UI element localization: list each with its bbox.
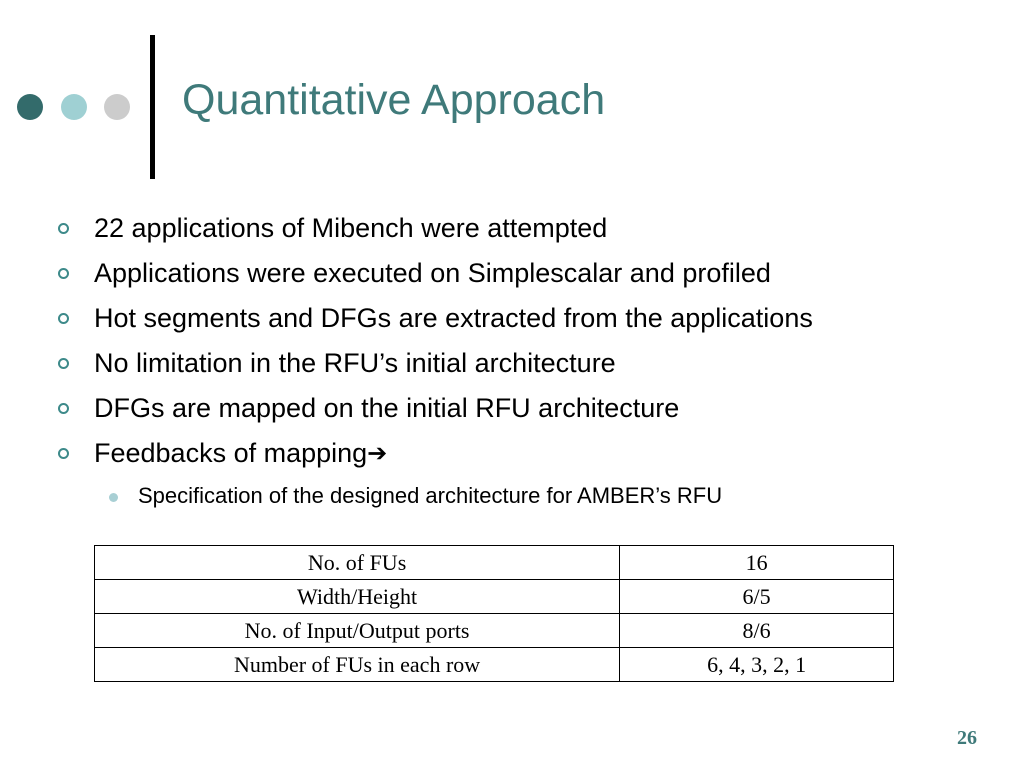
gray-dot-icon [104, 94, 130, 120]
bullet-text: No limitation in the RFU’s initial architecture [94, 348, 616, 378]
decorative-dots [0, 0, 140, 140]
table-cell-value: 6/5 [620, 580, 894, 614]
bullet-text: 22 applications of Mibench were attempted [94, 213, 608, 243]
bullet-item [58, 209, 958, 254]
ring-bullet-icon [58, 358, 69, 369]
table-cell-label: No. of FUs [95, 546, 620, 580]
table-cell-value: 6, 4, 3, 2, 1 [620, 648, 894, 682]
table-cell-label: Width/Height [95, 580, 620, 614]
table-cell-label: No. of Input/Output ports [95, 614, 620, 648]
light-teal-dot-icon [61, 94, 87, 120]
sub-bullet-dot-icon [109, 493, 118, 502]
bullet-text: DFGs are mapped on the initial RFU architecture [94, 393, 680, 423]
bullet-list [58, 209, 958, 519]
table-cell-value: 16 [620, 546, 894, 580]
slide-title: Quantitative Approach [182, 76, 606, 124]
right-arrow-icon: ➔ [367, 440, 388, 467]
bullet-item [58, 254, 958, 299]
table-cell-label: Number of FUs in each row [95, 648, 620, 682]
bullet-item [58, 344, 958, 389]
ring-bullet-icon [58, 448, 69, 459]
bullet-text: Applications were executed on Simplescalar and profiled [94, 258, 771, 288]
ring-bullet-icon [58, 268, 69, 279]
ring-bullet-icon [58, 313, 69, 324]
title-divider-bar [150, 35, 155, 179]
table-row [95, 614, 894, 648]
ring-bullet-icon [58, 223, 69, 234]
table-cell-value: 8/6 [620, 614, 894, 648]
bullet-item [58, 389, 958, 434]
bullet-item [58, 299, 958, 344]
table-row [95, 648, 894, 682]
ring-bullet-icon [58, 403, 69, 414]
bullet-text: Hot segments and DFGs are extracted from the applications [94, 303, 813, 333]
page-number: 26 [957, 727, 977, 749]
table-row [95, 546, 894, 580]
table-row [95, 580, 894, 614]
bullet-text-content: Feedbacks of mapping [94, 438, 368, 468]
bullet-item [58, 434, 958, 479]
dark-teal-dot-icon [17, 94, 43, 120]
rfu-spec-table [94, 545, 894, 682]
sub-bullet-item [58, 479, 958, 519]
sub-bullet-text: Specification of the designed architecture for AMBER’s RFU [138, 483, 723, 508]
bullet-text [94, 438, 387, 468]
